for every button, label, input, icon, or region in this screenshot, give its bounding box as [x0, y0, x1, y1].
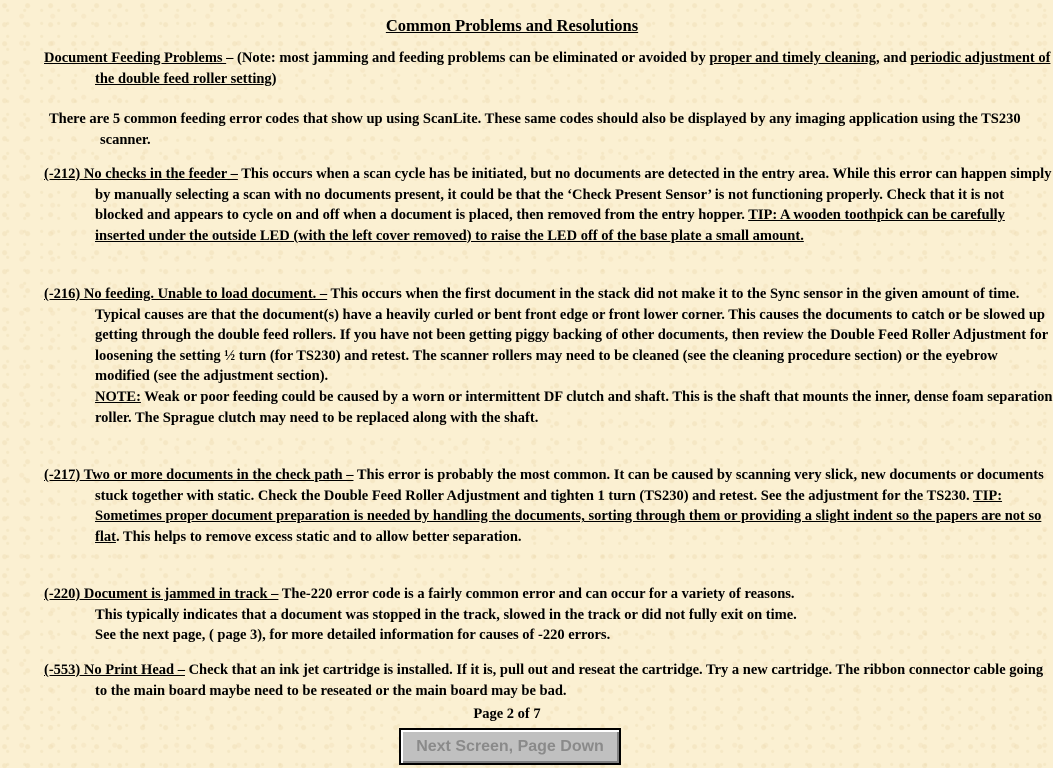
error-220-paragraph: [44, 584, 1053, 646]
tip-text: TIP: A wooden toothpick can be carefully inserted under the outside LED (with the left cover removed) to raise the LED off of the base plate a small amount.: [95, 207, 1005, 244]
error-description: Check that an ink jet cartridge is installed. If it is, pull out and reseat the cartridge. Try a new cartridge. The ribbon connector cable going to the main board maybe need to be reseated or the main board may be bad.: [95, 662, 1044, 699]
intro-note: – (Note: most jamming and feeding problems can be eliminated or avoided by: [226, 50, 710, 66]
intro-conjunction: , and: [876, 50, 911, 66]
tip-text: TIP: Sometimes proper document preparation is needed by handling the documents, sorting through them or providing a slight indent so the papers are not so flat: [95, 487, 1042, 545]
intro-paragraph: [44, 48, 1053, 89]
page-number: Page 2 of 7: [473, 706, 541, 722]
error-heading: (-220) Document is jammed in track –: [44, 586, 279, 602]
error-217-paragraph: [44, 465, 1053, 547]
section-heading: Document Feeding Problems: [44, 50, 227, 66]
error-description: This error is probably the most common. It can be caused by scanning very slick, new documents or documents stuck together with static. Check the Double Feed Roller Adjustment and tighten 1 turn (TS230) and retest. See the adjustment for the TS230.: [95, 467, 1044, 504]
error-212-paragraph: [44, 164, 1053, 246]
error-heading: (-553) No Print Head –: [44, 662, 185, 678]
error-heading: (-212) No checks in the feeder –: [44, 166, 238, 182]
error-detail-line: This typically indicates that a document was stopped in the track, slowed in the track or did not fully exit on time.: [95, 606, 797, 623]
note-line: [95, 387, 1053, 428]
page-title: Common Problems and Resolutions: [385, 16, 639, 35]
next-screen-button[interactable]: Next Screen, Page Down: [399, 728, 621, 765]
error-description: This occurs when a scan cycle has be initiated, but no documents are detected in the entry area. While this error can happen simply by manually selecting a scan with no documents present, it could be that the ‘Check Present Sensor’ is not functioning properly. Check that it is not blocked and appears to cycle on and off when a document is placed, then removed from the entry hopper.: [95, 166, 1052, 224]
note-label: NOTE:: [95, 388, 141, 405]
summary-paragraph: There are 5 common feeding error codes that show up using ScanLite. These same codes should also be displayed by any imaging application using the TS230 scanner.: [49, 111, 1021, 148]
error-heading: (-217) Two or more documents in the check path –: [44, 467, 354, 483]
error-description: This occurs when the first document in the stack did not make it to the Sync sensor in the given amount of time. Typical causes are that the document(s) have a heavily curled or bent front edge or front lower corner. This causes the documents to catch or be slowed up getting through the double feed rollers. If you have not been getting piggy backing of other documents, then review the Double Feed Roller Adjustment for loosening the setting ½ turn (for TS230) and retest. The scanner rollers may need to be cleaned (see the cleaning procedure section) or the eyebrow modified (see the adjustment section).: [95, 286, 1048, 385]
adjustment-link[interactable]: periodic adjustment of the double feed roller setting: [95, 50, 1051, 87]
error-216-paragraph: [44, 284, 1053, 428]
cleaning-link[interactable]: proper and timely cleaning: [709, 50, 876, 66]
intro-close: ): [271, 70, 277, 87]
note-text: Weak or poor feeding could be caused by a worn or intermittent DF clutch and shaft. This is the shaft that mounts the inner, dense foam separation roller. The Sprague clutch may need to be replaced along with the shaft.: [95, 388, 1053, 426]
tip-followup: . This helps to remove excess static and to allow better separation.: [115, 528, 522, 545]
error-description: The-220 error code is a fairly common error and can occur for a variety of reasons.: [278, 586, 795, 602]
error-heading: (-216) No feeding. Unable to load document. –: [44, 286, 328, 302]
error-reference-line: See the next page, ( page 3), for more detailed information for causes of -220 errors.: [95, 627, 611, 644]
error-553-paragraph: [44, 660, 1053, 701]
